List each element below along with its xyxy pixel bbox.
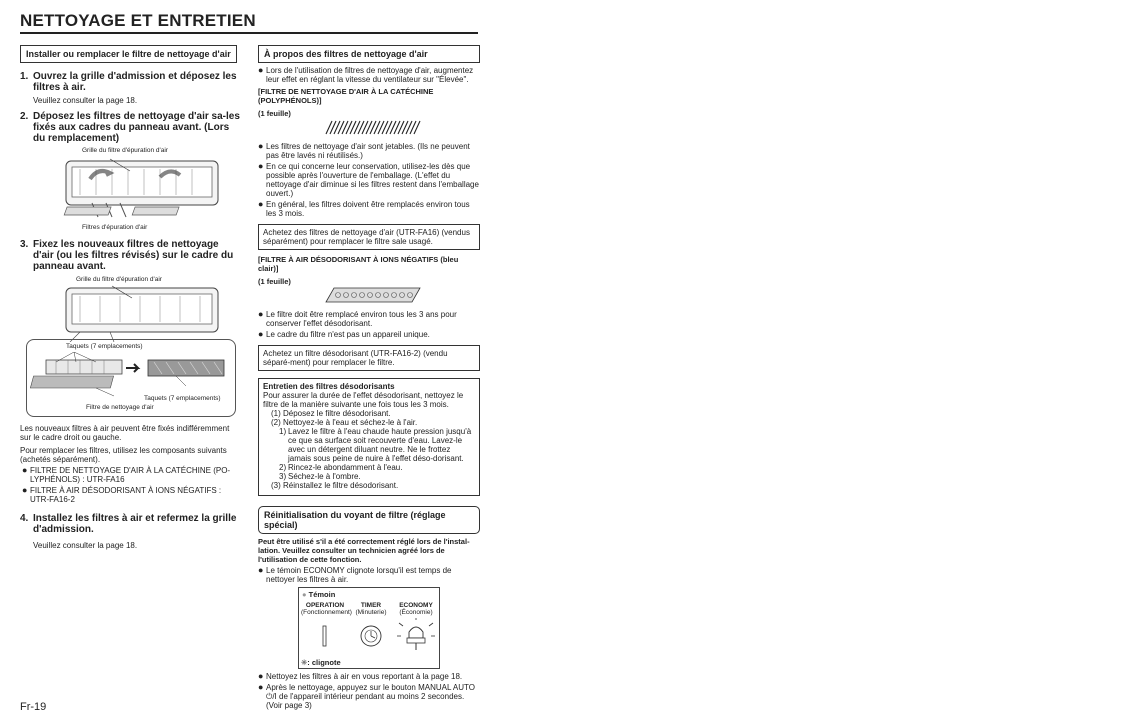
reset-warning: Peut être utilisé s'il a été correctement réglé lors de l'instal-lation. Veuillez consulter un technicien agréé lors de l'utilisation de cette fonction. bbox=[258, 537, 470, 564]
part-bullet-2: ● FILTRE À AIR DÉSODORISANT À IONS NÉGATIFS : UTR-FA16-2 bbox=[22, 485, 222, 504]
bullet-dot: ● bbox=[258, 161, 264, 171]
filter-1-quantity: (1 feuille) bbox=[258, 109, 291, 118]
lamp-dot-icon: ● bbox=[302, 590, 307, 599]
air-conditioner-filter-frame-illustration bbox=[20, 284, 242, 342]
bullet-dot: ● bbox=[258, 329, 264, 339]
step-4-note: Veuillez consulter la page 18. bbox=[33, 541, 138, 550]
catechin-filter-illustration bbox=[258, 118, 480, 138]
operation-label: OPERATION (Fonctionnement) bbox=[301, 602, 352, 616]
deodorizing-maintenance-box bbox=[258, 378, 480, 496]
bullet-dot: ● bbox=[258, 141, 264, 151]
bullet-dot: ● bbox=[22, 485, 28, 495]
figure-1-top-label: Grille du filtre d'épuration d'air bbox=[82, 147, 168, 154]
title-rule bbox=[20, 32, 478, 34]
operation-lamp bbox=[323, 626, 326, 646]
bullet-dot: ● bbox=[258, 65, 264, 75]
filter-2-bullet-2: ● Le cadre du filtre n'est pas un appareil unique. bbox=[258, 329, 430, 339]
filter-2-purchase-note: Achetez un filtre désodorisant (UTR-FA16-2) (vendu séparé-ment) pour remplacer le filtre. bbox=[258, 345, 480, 371]
reset-bullet-2: ● Nettoyez les filtres à air en vous reportant à la page 18. bbox=[258, 671, 463, 681]
figure-2-top-label: Grille du filtre d'épuration d'air bbox=[76, 276, 162, 283]
bullet-dot: ● bbox=[258, 671, 264, 681]
filter-2-bullet-1: ● Le filtre doit être remplacé environ tous les 3 ans pour conserver l'effet désodorisant. bbox=[258, 309, 457, 328]
bullet-dot: ● bbox=[258, 682, 264, 692]
air-conditioner-open-illustration bbox=[20, 155, 242, 225]
figure-2-tabs-label: Taquets (7 emplacements) bbox=[66, 343, 143, 350]
maintenance-step-3: (3) Réinstallez le filtre désodorisant. bbox=[271, 481, 399, 490]
right-section-title: À propos des filtres de nettoyage d'air bbox=[258, 45, 480, 63]
blink-icon: ✳ bbox=[301, 658, 308, 667]
part-bullet-1: ● FILTRE DE NETTOYAGE D'AIR À LA CATÉCHINE (PO-LYPHÉNOLS) : UTR-FA16 bbox=[22, 465, 231, 484]
right-column bbox=[258, 44, 480, 710]
maintenance-step-2: (2) Nettoyez-le à l'eau et séchez-le à l'air. bbox=[271, 418, 418, 427]
economy-lamp-blinking bbox=[397, 618, 435, 650]
filter-2-quantity: (1 feuille) bbox=[258, 277, 291, 286]
legend-lamp: ● Témoin bbox=[302, 590, 336, 599]
maintenance-step-1: (1) Déposez le filtre désodorisant. bbox=[271, 409, 391, 418]
page-title: NETTOYAGE ET ENTRETIEN bbox=[20, 11, 256, 30]
legend-blink: ✳: clignote bbox=[301, 658, 341, 667]
maintenance-step-2-2: 2) Rincez-le abondamment à l'eau. bbox=[279, 463, 403, 472]
left-section-title: Installer ou remplacer le filtre de nettoyage d'air bbox=[20, 45, 237, 63]
maintenance-intro: Pour assurer la durée de l'effet désodorisant, nettoyez le filtre de la manière suivante une fois tous les 3 mois. bbox=[263, 391, 464, 409]
note-replacement-parts: Pour remplacer les filtres, utilisez les composants suivants (achetés séparément). bbox=[20, 446, 227, 464]
figure-remove-filters bbox=[20, 147, 242, 233]
bullet-dot: ● bbox=[258, 565, 264, 575]
step-2: 2. Déposez les filtres de nettoyage d'air sa-les fixés aux cadres du panneau avant. (Lors du remplacement) bbox=[20, 111, 240, 144]
figure-1-bottom-label: Filtres d'épuration d'air bbox=[82, 224, 148, 231]
filter-1-bullet-2: ● En ce qui concerne leur conservation, utilisez-les dès que possible après l'ouverture de l'emballage. (L'effet du nettoyage d'air diminue si les filtres restent dans l'emballage ouvert.) bbox=[258, 161, 479, 198]
filter-1-bullet-1: ● Les filtres de nettoyage d'air sont jetables. (Ils ne peuvent pas être lavés ni réutilisés.) bbox=[258, 141, 470, 160]
reset-section-title: Réinitialisation du voyant de filtre (réglage spécial) bbox=[258, 506, 480, 534]
figure-2-tabs-label-right: Taquets (7 emplacements) bbox=[144, 395, 221, 402]
left-column bbox=[20, 44, 242, 550]
deodorizing-filter-illustration bbox=[258, 286, 480, 306]
timer-label: TIMER (Minuterie) bbox=[355, 602, 387, 616]
economy-label: ECONOMY (Économie) bbox=[399, 602, 433, 616]
intro-bullet: ● Lors de l'utilisation de filtres de nettoyage d'air, augmentez leur effet en réglant la vitesse du ventilateur sur "Élevée". bbox=[258, 65, 474, 84]
page-number: Fr-19 bbox=[20, 701, 47, 713]
filter-1-bullet-3: ● En général, les filtres doivent être remplacés environ tous les 3 mois. bbox=[258, 199, 470, 218]
figure-2-filter-label: Filtre de nettoyage d'air bbox=[86, 404, 154, 411]
step-4: 4. Installez les filtres à air et refermez la grille d'admission. bbox=[20, 513, 237, 535]
note-either-frame: Les nouveaux filtres à air peuvent être fixés indifféremment sur le cadre droit ou gauche. bbox=[20, 424, 230, 442]
step-1: 1. Ouvrez la grille d'admission et déposez les filtres à air. bbox=[20, 71, 237, 93]
step-3: 3. Fixez les nouveaux filtres de nettoyage d'air (ou les filtres révisés) sur le cadre du panneau avant. bbox=[20, 239, 234, 272]
filter-1-name: [FILTRE DE NETTOYAGE D'AIR À LA CATÉCHINE (POLYPHÉNOLS)] bbox=[258, 87, 434, 105]
bullet-dot: ● bbox=[258, 309, 264, 319]
maintenance-title: Entretien des filtres désodorisants bbox=[263, 382, 395, 391]
bullet-dot: ● bbox=[258, 199, 264, 209]
filter-1-purchase-note: Achetez des filtres de nettoyage d'air (UTR-FA16) (vendus séparément) pour remplacer le filtre sale usagé. bbox=[258, 224, 480, 250]
figure-attach-filters bbox=[20, 276, 242, 418]
indicator-panel bbox=[298, 587, 440, 669]
step-1-note: Veuillez consulter la page 18. bbox=[33, 96, 138, 105]
maintenance-step-2-1: 1) Lavez le filtre à l'eau chaude haute pression jusqu'à ce que sa surface soit recouverte d'eau. Lavez-le avec un détergent diluant neutre. Ne le frottez jamais sous peine de nuire à l'effet déso-dorisant. bbox=[279, 427, 472, 463]
timer-lamp bbox=[361, 626, 381, 646]
filter-2-name: [FILTRE À AIR DÉSODORISANT À IONS NÉGATIFS (bleu clair)] bbox=[258, 255, 459, 273]
maintenance-step-2-3: 3) Séchez-le à l'ombre. bbox=[279, 472, 361, 481]
reset-bullet-3: ● Après le nettoyage, appuyez sur le bouton MANUAL AUTO ⏻/I de l'appareil intérieur pendant au moins 2 secondes. (Voir page 3) bbox=[258, 682, 476, 710]
bullet-dot: ● bbox=[22, 465, 28, 475]
reset-bullet-1: ● Le témoin ECONOMY clignote lorsqu'il est temps de nettoyer les filtres à air. bbox=[258, 565, 452, 584]
indicator-lamps-illustration bbox=[299, 618, 441, 660]
